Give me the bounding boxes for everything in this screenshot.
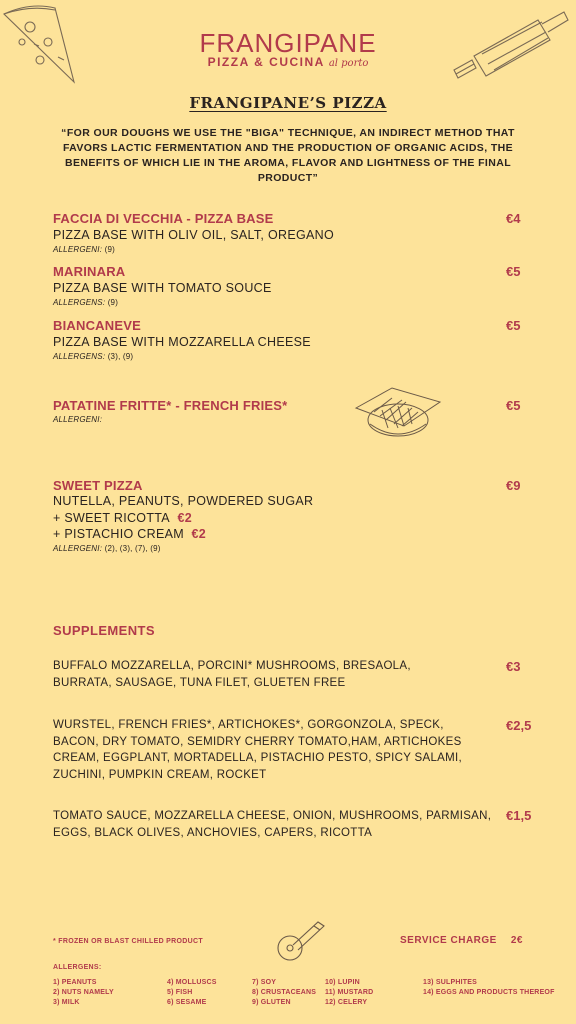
menu-item-price: €9	[506, 478, 521, 493]
menu-item-description: PIZZA BASE WITH MOZZARELLA CHEESE	[53, 335, 311, 349]
supplement-price: €1,5	[506, 808, 532, 823]
menu-item-allergens	[53, 352, 133, 361]
service-charge-amount: 2€	[510, 935, 523, 946]
brand-subtitle: PIZZA & CUCINA	[207, 55, 325, 69]
allergen-legend-item: 3) MILK	[53, 999, 80, 1006]
allergen-legend-item: 9) GLUTEN	[252, 999, 291, 1006]
brand-logo-subtitle	[0, 55, 576, 69]
supplement-line: CREAM, EGGPLANT, MORTADELLA, PISTACHIO PESTO, SPICY SALAMI,	[53, 752, 463, 764]
menu-item-name: MARINARA	[53, 264, 126, 279]
supplement-line: BACON, DRY TOMATO, SEMIDRY CHERRY TOMATO,HAM, ARTICHOKES	[53, 735, 462, 748]
brand-logo-title: FRANGIPANE	[199, 28, 377, 58]
allergen-legend-item: 6) SESAME	[167, 999, 207, 1006]
allergen-legend-item: 8) CRUSTACEANS	[252, 989, 317, 996]
allergen-legend-item: 14) EGGS AND PRODUCTS THEREOF	[423, 989, 555, 996]
menu-item-description: PIZZA BASE WITH TOMATO SOUCE	[53, 281, 272, 295]
menu-item-name: BIANCANEVE	[53, 318, 141, 333]
menu-item-allergens	[53, 298, 118, 307]
allergen-legend-column	[423, 978, 555, 998]
page-title: FRANGIPANE’S PIZZA	[189, 94, 387, 112]
menu-item-price: €4	[506, 211, 521, 226]
allergen-legend-column	[252, 978, 316, 1008]
service-charge	[400, 935, 523, 946]
supplement-line: EGGS, BLACK OLIVES, ANCHOVIES, CAPERS, RICOTTA	[53, 826, 373, 839]
supplement-price: €2,5	[506, 718, 532, 733]
allergen-label: ALLERGENS:	[53, 298, 106, 307]
supplement-line: TOMATO SAUCE, MOZZARELLA CHEESE, ONION, MUSHROOMS, PARMISAN,	[53, 810, 492, 822]
supplement-price: €3	[506, 659, 521, 674]
french-fries-basket-icon	[352, 382, 444, 444]
extra-label: + SWEET RICOTTA	[53, 511, 170, 525]
menu-item-price: €5	[506, 398, 521, 413]
service-charge-label: SERVICE CHARGE	[400, 935, 497, 946]
supplement-line: ZUCHINI, PUMPKIN CREAM, ROCKET	[53, 768, 267, 781]
menu-item-name: FACCIA DI VECCHIA - PIZZA BASE	[53, 211, 274, 226]
supplements-heading: SUPPLEMENTS	[53, 623, 155, 638]
menu-item-description: PIZZA BASE WITH OLIV OIL, SALT, OREGANO	[53, 228, 334, 242]
allergen-legend-column	[53, 978, 114, 1008]
menu-item-allergens	[53, 544, 161, 553]
allergen-values: (3), (9)	[107, 352, 134, 361]
allergen-legend-item: 10) LUPIN	[325, 979, 360, 986]
allergen-label: ALLERGENI:	[53, 544, 103, 553]
pizza-cutter-icon	[274, 914, 328, 964]
menu-item-extra	[53, 510, 192, 527]
allergen-legend-item: 4) MOLLUSCS	[167, 979, 217, 986]
allergen-legend-item: 13) SULPHITES	[423, 979, 477, 986]
extra-price: €2	[177, 511, 192, 525]
allergen-label: ALLERGENS:	[53, 352, 106, 361]
supplement-line: WURSTEL, FRENCH FRIES*, ARTICHOKES*, GORGONZOLA, SPECK,	[53, 719, 444, 731]
menu-item-allergens	[53, 415, 102, 424]
frozen-product-note: * FROZEN OR BLAST CHILLED PRODUCT	[53, 938, 203, 945]
menu-item-extra	[53, 526, 206, 543]
allergen-legend-item: 7) SOY	[252, 979, 277, 986]
allergen-legend-item: 11) MUSTARD	[325, 989, 374, 996]
allergen-values: (9)	[107, 298, 119, 307]
supplement-group	[53, 717, 498, 783]
intro-text: “FOR OUR DOUGHS WE USE THE "BIGA" TECHNIQUE, AN INDIRECT METHOD THAT FAVORS LACTIC FERMENTATION AND THE PRODUCTION OF ORGANIC ACIDS, THE BENEFITS OF WHICH LIE IN THE AROMA, FLAVOR AND LIGHTNESS OF THE FINAL PRODUCT”	[61, 127, 515, 184]
supplement-line: BURRATA, SAUSAGE, TUNA FILET, GLUETEN FREE	[53, 676, 346, 689]
allergen-legend-item: 12) CELERY	[325, 999, 368, 1006]
allergen-legend-item: 1) PEANUTS	[53, 979, 97, 986]
allergen-legend-item: 2) NUTS NAMELY	[53, 989, 114, 996]
menu-item-allergens	[53, 245, 115, 254]
supplement-line: BUFFALO MOZZARELLA, PORCINI* MUSHROOMS, BRESAOLA,	[53, 660, 411, 672]
extra-label: + PISTACHIO CREAM	[53, 527, 184, 541]
allergen-legend-column	[325, 978, 373, 1008]
allergen-label: ALLERGENI:	[53, 415, 103, 424]
menu-item-name: PATATINE FRITTE* - FRENCH FRIES*	[53, 398, 288, 413]
menu-item-name: SWEET PIZZA	[53, 478, 143, 493]
brand-tagline: al porto	[328, 58, 369, 69]
extra-price: €2	[191, 527, 206, 541]
supplement-group	[53, 808, 498, 841]
supplement-group	[53, 658, 498, 691]
menu-item-price: €5	[506, 318, 521, 333]
menu-item-price: €5	[506, 264, 521, 279]
allergen-values: (9)	[104, 245, 115, 254]
allergen-legend-column	[167, 978, 217, 1008]
allergen-values: (2), (3), (7), (9)	[104, 544, 161, 553]
allergen-label: ALLERGENI:	[53, 245, 103, 254]
allergen-legend-item: 5) FISH	[167, 989, 193, 996]
allergens-legend-title: ALLERGENS:	[53, 964, 102, 971]
menu-item-description: NUTELLA, PEANUTS, POWDERED SUGAR	[53, 494, 314, 508]
